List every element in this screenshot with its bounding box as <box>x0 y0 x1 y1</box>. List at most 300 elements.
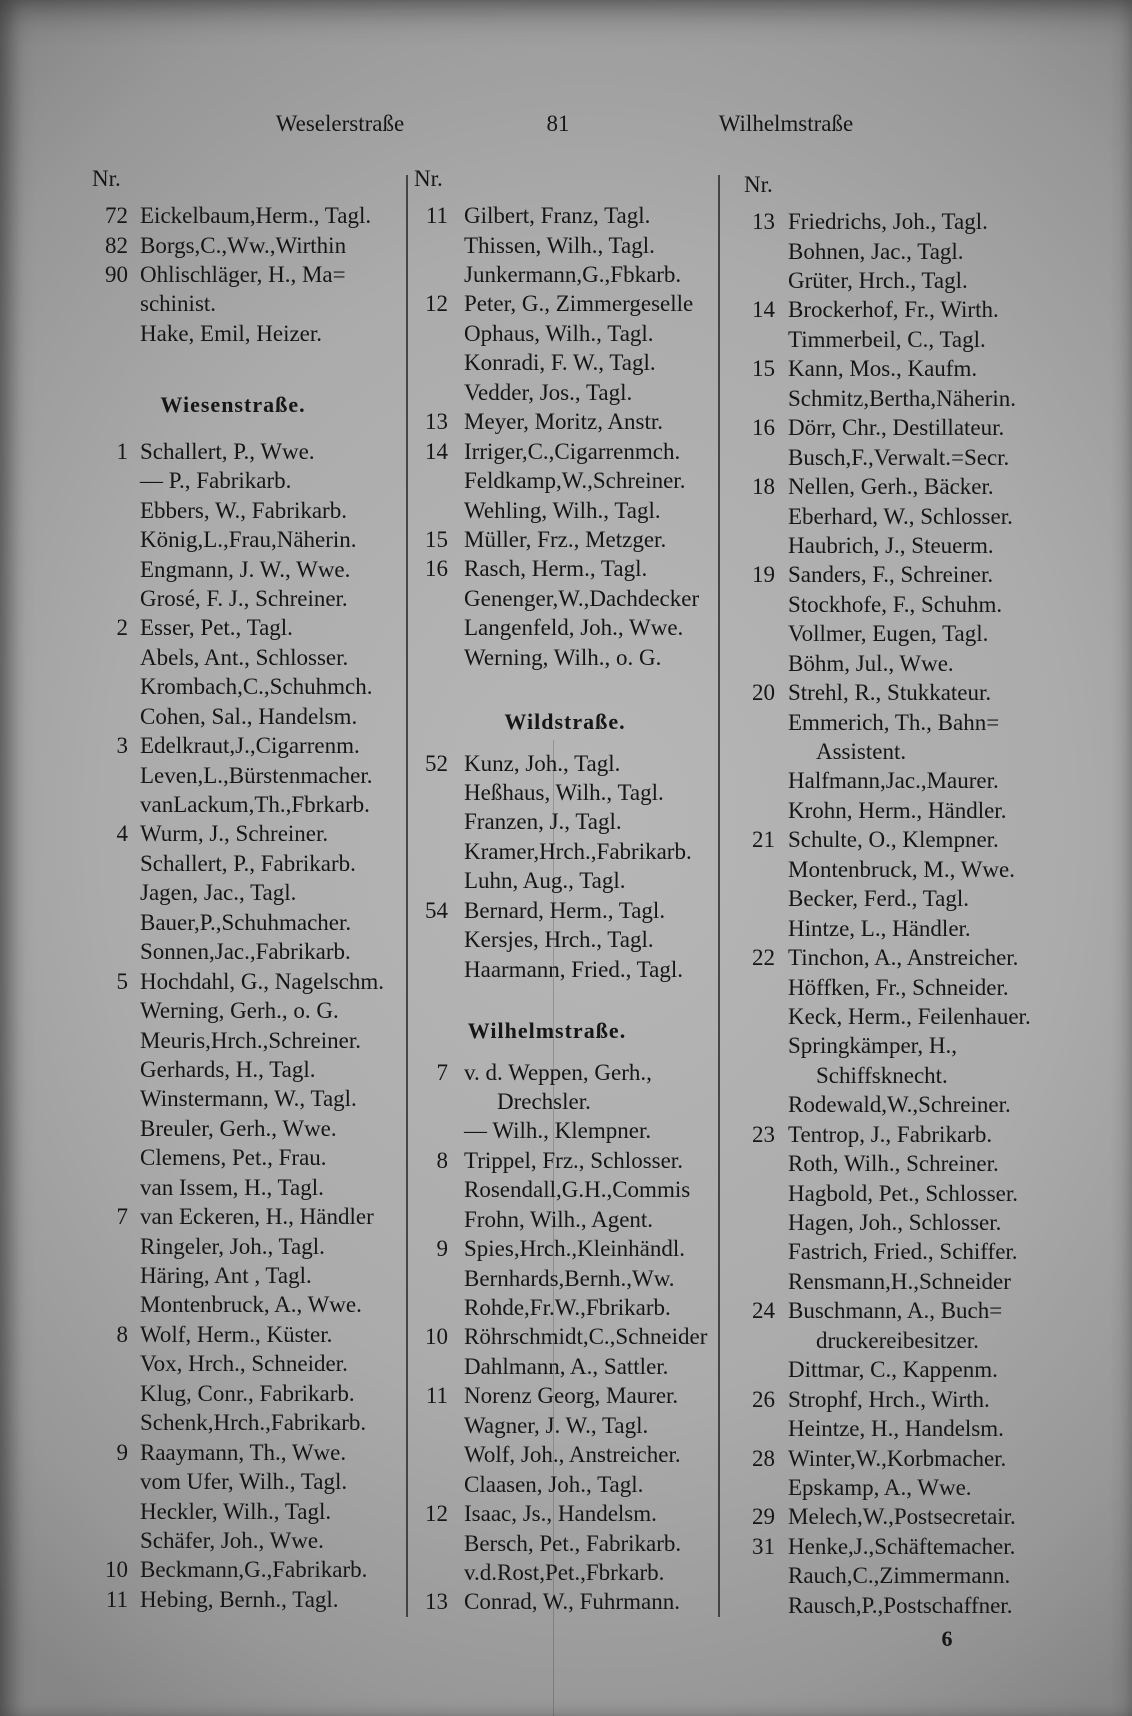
directory-entry <box>92 643 402 672</box>
house-number <box>92 496 128 525</box>
directory-entry <box>744 737 1040 766</box>
resident-entry: Thissen, Wilh., Tagl. <box>464 232 655 258</box>
resident-entry: Norenz Georg, Maurer. <box>464 1383 679 1409</box>
street-section <box>92 201 402 348</box>
directory-entry <box>744 1561 1040 1590</box>
house-number <box>414 496 448 525</box>
directory-entry <box>414 1116 716 1145</box>
resident-entry: Conrad, W., Fuhrmann. <box>464 1589 680 1615</box>
nr-label: Nr. <box>414 166 443 191</box>
directory-entry <box>744 207 1040 236</box>
street-section <box>414 201 716 672</box>
house-number <box>414 837 448 866</box>
directory-entry <box>744 1532 1040 1561</box>
directory-entry <box>744 708 1040 737</box>
directory-entry <box>744 855 1040 884</box>
house-number <box>744 590 775 619</box>
directory-entry <box>744 884 1040 913</box>
resident-entry: Böhm, Jul., Wwe. <box>788 650 954 676</box>
resident-entry: Vox, Hrch., Schneider. <box>140 1351 348 1377</box>
house-number <box>744 1355 775 1384</box>
house-number <box>414 643 448 672</box>
house-number <box>744 766 775 795</box>
directory-entry <box>744 973 1040 1002</box>
resident-entry: Bersch, Pet., Fabrikarb. <box>464 1530 682 1556</box>
house-number <box>414 1087 448 1116</box>
resident-entry: Epskamp, A., Wwe. <box>788 1474 972 1500</box>
house-number <box>744 1002 775 1031</box>
directory-entry <box>92 702 402 731</box>
directory-entry <box>744 796 1040 825</box>
directory-entry <box>92 1379 402 1408</box>
resident-entry: Strehl, R., Stukkateur. <box>788 680 992 706</box>
resident-entry: — P., Fabrikarb. <box>140 468 292 494</box>
resident-entry: Genenger,W.,Dachdecker <box>464 585 700 611</box>
house-number <box>744 914 775 943</box>
resident-entry: Wolf, Joh., Anstreicher. <box>464 1442 681 1468</box>
directory-entry <box>92 231 402 260</box>
directory-entry <box>414 1352 716 1381</box>
directory-entry <box>744 766 1040 795</box>
directory-entry <box>92 1555 402 1584</box>
resident-entry: Henke,J.,Schäftemacher. <box>788 1533 1016 1559</box>
directory-entry <box>744 943 1040 972</box>
resident-entry: Haarmann, Fried., Tagl. <box>464 956 683 982</box>
house-number <box>744 531 775 560</box>
resident-entry: Luhn, Aug., Tagl. <box>464 868 626 894</box>
directory-entry <box>414 1264 716 1293</box>
resident-entry: Frohn, Wilh., Agent. <box>464 1206 654 1232</box>
house-number <box>92 1232 128 1261</box>
directory-entry <box>744 1149 1040 1178</box>
house-number <box>92 1084 128 1113</box>
directory-entry <box>414 1146 716 1175</box>
directory-entry <box>92 967 402 996</box>
house-number <box>414 1558 448 1587</box>
house-number <box>744 1326 775 1355</box>
resident-entry: Ohlischläger, H., Ma= <box>140 262 346 287</box>
resident-entry: Grüter, Hrch., Tagl. <box>788 268 968 293</box>
resident-entry: Assistent. <box>816 739 907 764</box>
house-number: 90 <box>105 262 128 287</box>
resident-entry: Timmerbeil, C., Tagl. <box>788 326 986 352</box>
house-number: 10 <box>105 1557 128 1583</box>
directory-entry <box>92 319 402 348</box>
directory-entry <box>744 560 1040 589</box>
house-number <box>92 1290 128 1319</box>
resident-entry: Engmann, J. W., Wwe. <box>140 556 351 582</box>
resident-entry: Leven,L.,Bürstenmacher. <box>140 762 373 788</box>
directory-entry <box>414 1322 716 1351</box>
resident-entry: Abels, Ant., Schlosser. <box>140 644 349 670</box>
resident-entry: Schiffsknecht. <box>816 1062 948 1088</box>
directory-entry <box>92 289 402 318</box>
house-number <box>414 1175 448 1204</box>
house-number <box>92 525 128 554</box>
directory-entry <box>414 1058 716 1087</box>
directory-entry <box>744 1120 1040 1149</box>
house-number: 10 <box>425 1324 448 1350</box>
directory-entry <box>744 1326 1040 1355</box>
resident-entry: Eberhard, W., Schlosser. <box>788 503 1013 529</box>
directory-entry <box>92 466 402 495</box>
directory-entry <box>92 1497 402 1526</box>
resident-entry: Winstermann, W., Tagl. <box>140 1086 357 1112</box>
directory-entry <box>744 1237 1040 1266</box>
directory-entry <box>744 649 1040 678</box>
house-number <box>744 237 775 266</box>
directory-entry <box>744 443 1040 472</box>
directory-entry <box>744 1385 1040 1414</box>
directory-entry <box>414 1440 716 1469</box>
house-number <box>92 466 128 495</box>
page-number: 81 <box>546 111 570 136</box>
directory-entry <box>744 295 1040 324</box>
directory-entry <box>744 678 1040 707</box>
house-number: 16 <box>425 556 448 582</box>
directory-entry <box>744 1002 1040 1031</box>
resident-entry: Gerhards, H., Tagl. <box>140 1056 316 1082</box>
house-number <box>92 1467 128 1496</box>
resident-entry: Vedder, Jos., Tagl. <box>464 379 633 405</box>
house-number <box>92 584 128 613</box>
house-number <box>414 466 448 495</box>
directory-entry <box>92 437 402 466</box>
directory-entry <box>414 1411 716 1440</box>
street-section <box>744 207 1040 1620</box>
directory-entry <box>92 731 402 760</box>
resident-entry: Sanders, F., Schreiner. <box>788 562 994 588</box>
directory-entry <box>414 1381 716 1410</box>
directory-entry <box>414 807 716 836</box>
house-number <box>744 884 775 913</box>
house-number <box>92 937 128 966</box>
directory-entry <box>744 1591 1040 1620</box>
resident-entry: Müller, Frz., Metzger. <box>464 526 667 552</box>
resident-entry: Claasen, Joh., Tagl. <box>464 1471 644 1497</box>
street-heading: Wiesenstraße. <box>160 392 306 418</box>
resident-entry: v.d.Rost,Pet.,Fbrkarb. <box>464 1559 665 1585</box>
directory-entry <box>92 1114 402 1143</box>
directory-entry <box>414 496 716 525</box>
house-number <box>744 1179 775 1208</box>
resident-entry: Bohnen, Jac., Tagl. <box>788 238 964 264</box>
house-number <box>92 878 128 907</box>
directory-entry <box>744 266 1040 295</box>
directory-entry <box>744 1179 1040 1208</box>
directory-entry <box>92 555 402 584</box>
house-number: 1 <box>116 438 128 464</box>
resident-entry: Hagbold, Pet., Schlosser. <box>788 1180 1018 1206</box>
resident-entry: van Eckeren, H., Händler <box>140 1204 374 1230</box>
resident-entry: Werning, Wilh., o. G. <box>464 644 662 670</box>
directory-entry <box>414 1587 716 1616</box>
nr-label: Nr. <box>92 166 121 191</box>
resident-entry: Schäfer, Joh., Wwe. <box>140 1527 324 1553</box>
resident-entry: Rauch,C.,Zimmermann. <box>788 1563 1011 1589</box>
directory-entry <box>414 201 716 230</box>
directory-entry <box>92 1026 402 1055</box>
directory-entry <box>744 531 1040 560</box>
directory-entry <box>92 1408 402 1437</box>
house-number <box>744 1208 775 1237</box>
column-1 <box>92 164 402 1614</box>
house-number <box>744 796 775 825</box>
resident-entry: Friedrichs, Joh., Tagl. <box>788 209 988 235</box>
house-number <box>92 289 128 318</box>
resident-entry: Esser, Pet., Tagl. <box>140 615 293 641</box>
house-number: 11 <box>425 1383 448 1409</box>
running-head-left: Weselerstraße <box>275 111 405 136</box>
resident-entry: van Issem, H., Tagl. <box>140 1174 324 1200</box>
resident-entry: Wurm, J., Schreiner. <box>140 821 329 847</box>
directory-entry <box>92 878 402 907</box>
house-number <box>744 1031 775 1060</box>
directory-entry <box>744 502 1040 531</box>
resident-entry: Grosé, F. J., Schreiner. <box>140 585 348 611</box>
house-number <box>414 807 448 836</box>
directory-entry <box>414 466 716 495</box>
resident-entry: v. d. Weppen, Gerh., <box>464 1059 652 1085</box>
house-number <box>414 1470 448 1499</box>
directory-entry <box>414 1087 716 1116</box>
street-section <box>92 348 402 1614</box>
resident-entry: Schenk,Hrch.,Fabrikarb. <box>140 1410 367 1436</box>
directory-entry <box>414 1293 716 1322</box>
house-number <box>92 1526 128 1555</box>
directory-entry <box>744 1090 1040 1119</box>
resident-entry: Höffken, Fr., Schneider. <box>788 974 1009 1000</box>
directory-entry <box>414 525 716 554</box>
house-number: 22 <box>752 945 775 971</box>
resident-entry: Bernhards,Bernh.,Ww. <box>464 1265 675 1291</box>
resident-entry: Peter, G., Zimmergeselle <box>464 291 694 317</box>
resident-entry: Cohen, Sal., Handelsm. <box>140 703 358 729</box>
house-number <box>744 649 775 678</box>
resident-entry: Rosendall,G.H.,Commis <box>464 1177 691 1203</box>
resident-entry: Schmitz,Bertha,Näherin. <box>788 385 1017 411</box>
directory-entry <box>92 1290 402 1319</box>
directory-entry <box>92 260 402 289</box>
directory-entry <box>92 790 402 819</box>
house-number: 13 <box>752 209 775 235</box>
resident-entry: Emmerich, Th., Bahn= <box>788 709 1000 735</box>
resident-entry: Dahlmann, A., Sattler. <box>464 1353 669 1379</box>
directory-entry <box>92 201 402 230</box>
resident-entry: Bauer,P.,Schuhmacher. <box>140 909 352 935</box>
resident-entry: Roth, Wilh., Schreiner. <box>788 1151 999 1177</box>
house-number <box>414 778 448 807</box>
house-number <box>744 1267 775 1296</box>
house-number <box>414 866 448 895</box>
directory-entry <box>414 584 716 613</box>
house-number <box>414 231 448 260</box>
resident-entry: Wagner, J. W., Tagl. <box>464 1412 649 1438</box>
house-number: 15 <box>425 526 448 552</box>
house-number: 9 <box>116 1439 128 1465</box>
directory-entry <box>744 1355 1040 1384</box>
column-2 <box>414 164 716 1617</box>
directory-entry <box>92 1202 402 1231</box>
resident-entry: Kramer,Hrch.,Fabrikarb. <box>464 838 692 864</box>
house-number: 31 <box>752 1533 775 1559</box>
house-number: 13 <box>425 409 448 435</box>
directory-entry <box>92 584 402 613</box>
directory-entry <box>92 1320 402 1349</box>
directory-entry <box>92 819 402 848</box>
house-number <box>744 708 775 737</box>
directory-entry <box>414 348 716 377</box>
house-number <box>92 1408 128 1437</box>
directory-entry <box>744 1061 1040 1090</box>
directory-entry <box>414 613 716 642</box>
resident-entry: Hintze, L., Händler. <box>788 915 971 941</box>
house-number <box>92 1055 128 1084</box>
resident-entry: Gilbert, Franz, Tagl. <box>464 203 651 229</box>
house-number <box>744 266 775 295</box>
house-number <box>92 761 128 790</box>
directory-entry <box>414 749 716 778</box>
house-number <box>414 1116 448 1145</box>
resident-entry: Clemens, Pet., Frau. <box>140 1145 327 1171</box>
resident-entry: Schallert, P., Wwe. <box>140 438 315 464</box>
directory-entry <box>92 1055 402 1084</box>
resident-entry: Krohn, Herm., Händler. <box>788 797 1007 823</box>
resident-entry: Brockerhof, Fr., Wirth. <box>788 297 999 323</box>
directory-entry <box>414 1529 716 1558</box>
resident-entry: schinist. <box>140 291 217 317</box>
resident-entry: Langenfeld, Joh., Wwe. <box>464 615 684 641</box>
resident-entry: Edelkraut,J.,Cigarrenm. <box>140 733 360 759</box>
house-number <box>744 737 775 766</box>
house-number <box>92 908 128 937</box>
signature-mark: 6 <box>941 1626 953 1651</box>
directory-entry <box>744 1414 1040 1443</box>
directory-entry <box>414 1499 716 1528</box>
house-number <box>744 1473 775 1502</box>
directory-entry <box>414 1470 716 1499</box>
resident-entry: Meyer, Moritz, Anstr. <box>464 409 664 435</box>
resident-entry: Tinchon, A., Anstreicher. <box>788 945 1019 971</box>
house-number: 15 <box>752 356 775 382</box>
resident-entry: Konradi, F. W., Tagl. <box>464 350 656 376</box>
house-number <box>414 1352 448 1381</box>
directory-entry <box>414 643 716 672</box>
house-number <box>744 1061 775 1090</box>
resident-entry: Halfmann,Jac.,Maurer. <box>788 768 999 794</box>
house-number <box>92 643 128 672</box>
resident-entry: Jagen, Jac., Tagl. <box>140 880 297 906</box>
house-number <box>92 1173 128 1202</box>
house-number: 23 <box>752 1121 775 1147</box>
directory-entry <box>744 1208 1040 1237</box>
directory-entry <box>92 937 402 966</box>
house-number <box>414 348 448 377</box>
resident-entry: Beckmann,G.,Fabrikarb. <box>140 1557 368 1583</box>
directory-entry <box>92 496 402 525</box>
resident-entry: Schulte, O., Klempner. <box>788 827 999 853</box>
house-number: 72 <box>105 203 128 229</box>
directory-entry <box>744 1031 1040 1060</box>
resident-entry: Kunz, Joh., Tagl. <box>464 750 621 776</box>
directory-entry <box>92 1173 402 1202</box>
house-number <box>92 1379 128 1408</box>
house-number: 8 <box>436 1147 448 1173</box>
house-number: 29 <box>752 1504 775 1530</box>
house-number: 3 <box>116 733 128 759</box>
directory-entry <box>744 325 1040 354</box>
directory-entry <box>744 1502 1040 1531</box>
resident-entry: Springkämper, H., <box>788 1033 957 1059</box>
resident-entry: Dörr, Chr., Destillateur. <box>788 415 1005 441</box>
resident-entry: Heckler, Wilh., Tagl. <box>140 1498 332 1524</box>
resident-entry: druckereibesitzer. <box>816 1327 979 1353</box>
resident-entry: Stockhofe, F., Schuhm. <box>788 591 1003 617</box>
house-number: 11 <box>105 1586 128 1612</box>
resident-entry: Fastrich, Fried., Schiffer. <box>788 1239 1018 1265</box>
house-number <box>744 1414 775 1443</box>
resident-entry: Rodewald,W.,Schreiner. <box>788 1092 1011 1118</box>
resident-entry: Eickelbaum,Herm., Tagl. <box>140 203 372 229</box>
house-number: 82 <box>105 232 128 258</box>
resident-entry: Dittmar, C., Kappenm. <box>788 1357 998 1383</box>
directory-entry <box>92 672 402 701</box>
directory-entry <box>414 407 716 436</box>
house-number: 16 <box>752 415 775 441</box>
directory-entry <box>744 590 1040 619</box>
resident-entry: Haubrich, J., Steuerm. <box>788 532 994 558</box>
resident-entry: Ebbers, W., Fabrikarb. <box>140 497 347 523</box>
directory-entry <box>744 354 1040 383</box>
house-number <box>744 1561 775 1590</box>
resident-entry: — Wilh., Klempner. <box>464 1118 652 1144</box>
house-number: 4 <box>116 821 128 847</box>
resident-entry: Heintze, H., Handelsm. <box>788 1416 1004 1442</box>
house-number: 52 <box>425 750 448 776</box>
house-number <box>744 1090 775 1119</box>
house-number <box>744 855 775 884</box>
directory-entry <box>744 1296 1040 1325</box>
directory-entry <box>744 472 1040 501</box>
street-heading: Wilhelmstraße. <box>467 1018 627 1044</box>
resident-entry: Hake, Emil, Heizer. <box>140 320 323 346</box>
house-number <box>92 1143 128 1172</box>
house-number: 21 <box>752 827 775 853</box>
house-number <box>92 996 128 1025</box>
house-number <box>414 584 448 613</box>
directory-entry <box>744 825 1040 854</box>
house-number: 9 <box>436 1236 448 1262</box>
resident-entry: Trippel, Frz., Schlosser. <box>464 1147 683 1173</box>
house-number: 5 <box>116 968 128 994</box>
house-number <box>414 1293 448 1322</box>
resident-entry: Becker, Ferd., Tagl. <box>788 886 969 912</box>
house-number: 7 <box>116 1204 128 1230</box>
house-number <box>92 702 128 731</box>
directory-entry <box>92 1349 402 1378</box>
house-number <box>744 325 775 354</box>
house-number: 11 <box>425 203 448 229</box>
resident-entry: Wehling, Wilh., Tagl. <box>464 497 661 523</box>
directory-entry <box>92 613 402 642</box>
column-3 <box>744 170 1040 1620</box>
house-number: 13 <box>425 1589 448 1615</box>
directory-entry <box>744 1444 1040 1473</box>
resident-entry: Breuler, Gerh., Wwe. <box>140 1115 337 1141</box>
resident-entry: Isaac, Js., Handelsm. <box>464 1501 657 1527</box>
resident-entry: Ringeler, Joh., Tagl. <box>140 1233 325 1259</box>
house-number <box>414 260 448 289</box>
